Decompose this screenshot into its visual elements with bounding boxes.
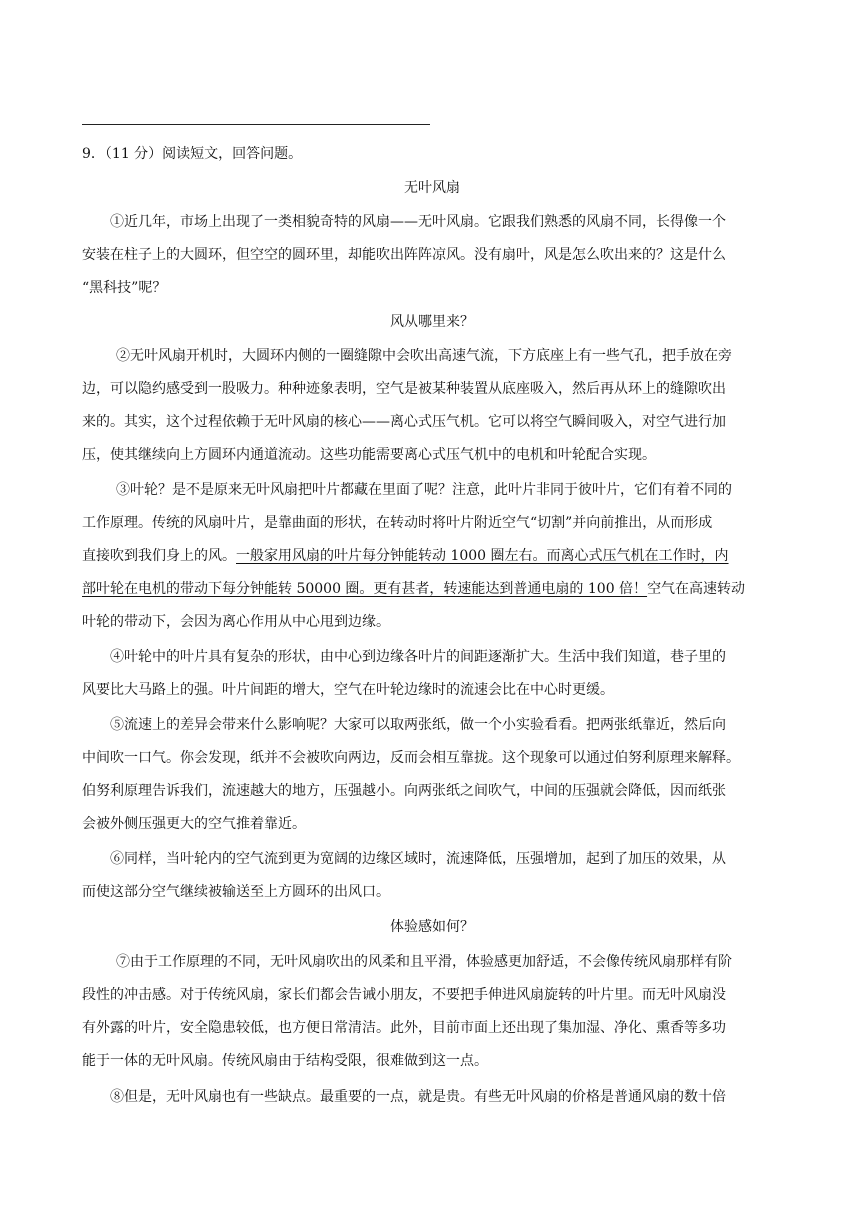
paragraph-5-line-3: 伯努利原理告诉我们，流速越大的地方，压强越小。向两张纸之间吹气，中间的压强就会降低，因而纸张 bbox=[82, 783, 726, 799]
paragraph-2-line-4: 压，使其继续向上方圆环内通道流动。这些功能需要离心式压气机中的电机和叶轮配合实现。 bbox=[82, 447, 656, 463]
paragraph-6-line-2: 而使这部分空气继续被输送至上方圆环的出风口。 bbox=[82, 884, 390, 900]
underlined-sentence: 一般家用风扇的叶片每分钟能转动 1000 圈左右。而离心式压气机在工作时，内 bbox=[236, 548, 729, 564]
section-heading-1: 风从哪里来？ bbox=[390, 314, 474, 330]
paragraph-8-line-1: ⑧但是，无叶风扇也有一些缺点。最重要的一点，就是贵。有些无叶风扇的价格是普通风扇的数十倍 bbox=[110, 1089, 726, 1105]
paragraph-1-line-2: 安装在柱子上的大圆环，但空空的圆环里，却能吹出阵阵凉风。没有扇叶，风是怎么吹出来的？这是什么 bbox=[82, 247, 726, 263]
paragraph-7-line-3: 有外露的叶片，安全隐患较低，也方便日常清洁。此外，目前市面上还出现了集加湿、净化、熏香等多功 bbox=[82, 1020, 726, 1036]
paragraph-2-line-1: ②无叶风扇开机时，大圆环内侧的一圈缝隙中会吹出高速气流，下方底座上有一些气孔，把手放在旁 bbox=[116, 348, 732, 364]
paragraph-3-line-5: 叶轮的带动下，会因为离心作用从中心甩到边缘。 bbox=[82, 614, 390, 630]
paragraph-5-line-4: 会被外侧压强更大的空气推着靠近。 bbox=[82, 816, 306, 832]
paragraph-3-line-3-text: 直接吹到我们身上的风。 bbox=[82, 548, 236, 564]
paragraph-2-line-3: 来的。其实，这个过程依赖于无叶风扇的核心——离心式压气机。它可以将空气瞬间吸入，对空气进行加 bbox=[82, 414, 726, 430]
paragraph-3-line-4 bbox=[82, 579, 782, 599]
paragraph-5-line-1: ⑤流速上的差异会带来什么影响呢？大家可以取两张纸，做一个小实验看看。把两张纸靠近，然后向 bbox=[110, 717, 726, 733]
paragraph-7-line-2: 段性的冲击感。对于传统风扇，家长们都会告诫小朋友，不要把手伸进风扇旋转的叶片里。而无叶风扇没 bbox=[82, 987, 726, 1003]
paragraph-2-line-2: 边，可以隐约感受到一股吸力。种种迹象表明，空气是被某种装置从底座吸入，然后再从环上的缝隙吹出 bbox=[82, 381, 726, 397]
section-heading-2: 体验感如何？ bbox=[390, 919, 474, 935]
paragraph-1-line-3: “黑科技”呢？ bbox=[82, 280, 167, 296]
article-title: 无叶风扇 bbox=[404, 180, 460, 196]
underlined-sentence-continued: 部叶轮在电机的带动下每分钟能转 50000 圈。更有甚者，转速能达到普通电扇的 100 倍！ bbox=[82, 581, 648, 597]
paragraph-3-line-2: 工作原理。传统的风扇叶片，是靠曲面的形状，在转动时将叶片附近空气“切割”并向前推出，从而形成 bbox=[82, 515, 713, 531]
paragraph-3-line-3 bbox=[82, 546, 782, 566]
paragraph-1-line-1: ①近几年，市场上出现了一类相貌奇特的风扇——无叶风扇。它跟我们熟悉的风扇不同，长得像一个 bbox=[110, 214, 726, 230]
question-header: 9．（11 分）阅读短文，回答问题。 bbox=[82, 146, 303, 162]
paragraph-5-line-2: 中间吹一口气。你会发现，纸并不会被吹向两边，反而会相互靠拢。这个现象可以通过伯努利原理来解释。 bbox=[82, 750, 740, 766]
separator-rule bbox=[82, 124, 430, 125]
paragraph-7-line-1: ⑦由于工作原理的不同，无叶风扇吹出的风柔和且平滑，体验感更加舒适，不会像传统风扇那样有阶 bbox=[116, 954, 732, 970]
paragraph-4-line-2: 风要比大马路上的强。叶片间距的增大，空气在叶轮边缘时的流速会比在中心时更缓。 bbox=[82, 682, 614, 698]
paragraph-3-line-4-text: 空气在高速转动 bbox=[647, 581, 746, 597]
paragraph-3-line-1: ③叶轮？是不是原来无叶风扇把叶片都藏在里面了呢？注意，此叶片非同于彼叶片，它们有着不同的 bbox=[116, 482, 732, 498]
paragraph-7-line-4: 能于一体的无叶风扇。传统风扇由于结构受限，很难做到这一点。 bbox=[82, 1053, 488, 1069]
paragraph-6-line-1: ⑥同样，当叶轮内的空气流到更为宽阔的边缘区域时，流速降低，压强增加，起到了加压的效果，从 bbox=[110, 851, 726, 867]
paragraph-4-line-1: ④叶轮中的叶片具有复杂的形状，由中心到边缘各叶片的间距逐渐扩大。生活中我们知道，巷子里的 bbox=[110, 649, 726, 665]
